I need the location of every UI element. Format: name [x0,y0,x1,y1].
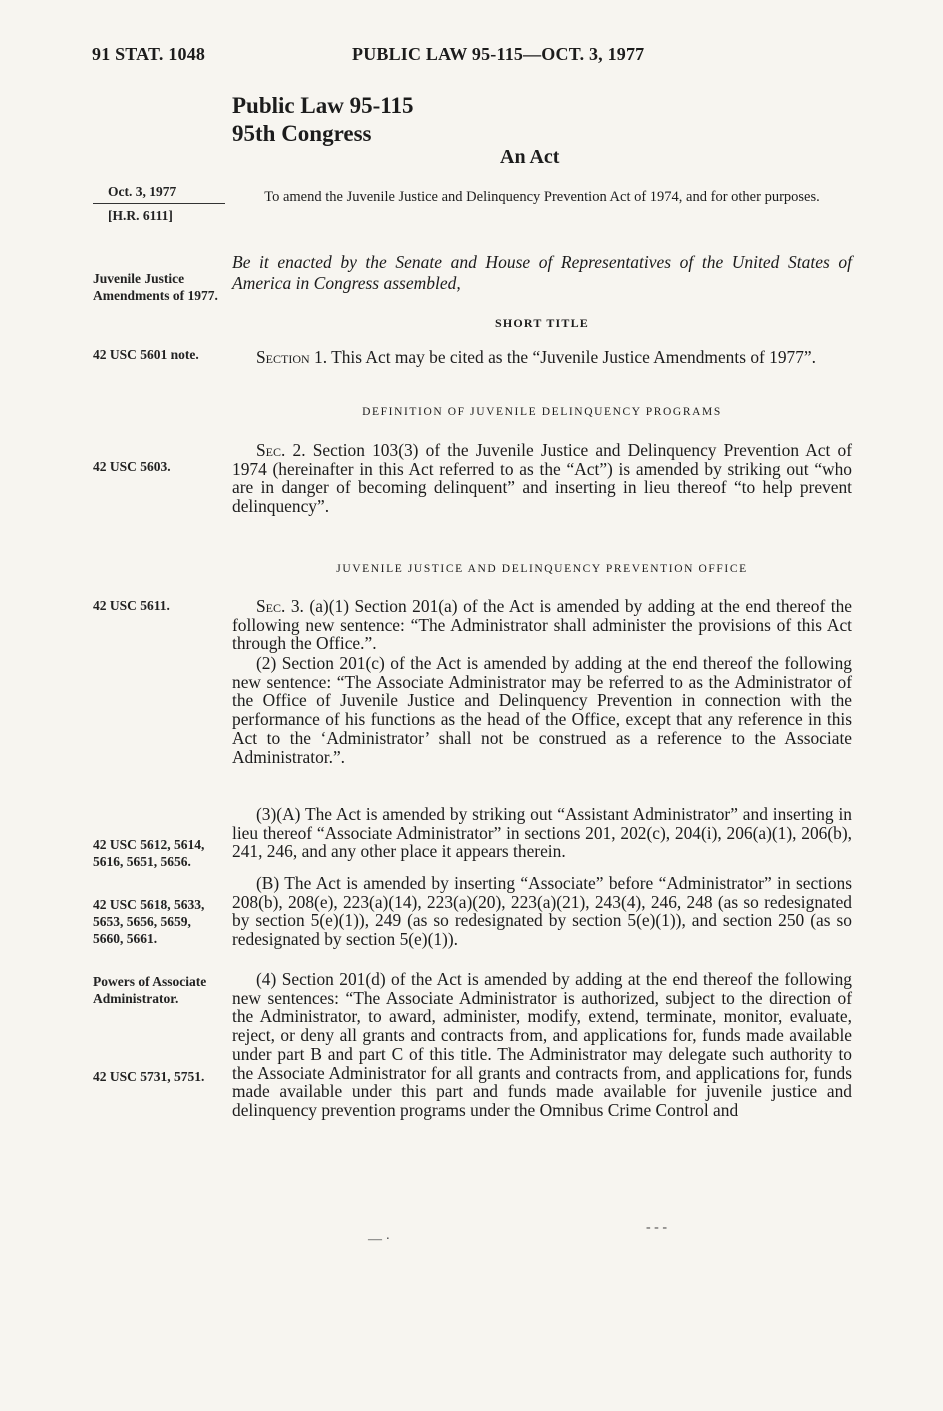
section-3-a4: (4) Section 201(d) of the Act is amended by adding at the end thereof the following new sentences: “The Associate Administrator is authorized, subject to the direction of the Administrator, to award, administer, modify, extend, terminate, monitor, evaluate, reject, or deny all grants and contracts from, and applications for, funds made available under part B and part C of this title. The Administrator may delegate such authority to the Associate Administrator for all grants and contracts from, and applications for, funds made available under this part and funds made available for juvenile justice and delinquency prevention programs under the Omnibus Crime Control and [232,969,852,1120]
section-2-label: Sec. 2. [256,440,306,460]
congress-number: 95th Congress [232,121,372,146]
section-3-a3A: (3)(A) The Act is amended by striking out “Assistant Administrator” and inserting in lieu thereof “Associate Administrator” in sections 201, 202(c), 204(i), 206(a)(1), 206(b), 241, 246, and any other place it appears therein. [232,804,852,862]
margin-note-usc-5611: 42 USC 5611. [93,598,170,613]
margin-note-usc-5612: 42 USC 5612, 5614, 5616, 5651, 5656. [93,837,205,869]
margin-note-powers: Powers of Associate Administrator. [93,974,207,1006]
margin-note-short-title: Juvenile Justice Amendments of 1977. [93,271,218,303]
margin-note-usc-5603: 42 USC 5603. [93,459,171,474]
section-1-label: Section 1. [256,347,328,367]
approval-date: Oct. 3, 1977 [108,184,177,199]
law-number: Public Law 95-115 [232,93,414,118]
enacting-clause: Be it enacted by the Senate and House of Representatives of the United States of America in Congress assembled, [232,252,852,293]
act-purpose: To amend the Juvenile Justice and Delinquency Prevention Act of 1974, and for other purposes. [264,189,820,205]
section-1-text: This Act may be cited as the “Juvenile Justice Amendments of 1977”. [331,347,816,367]
section-3-a2: (2) Section 201(c) of the Act is amended by adding at the end thereof the following new sentence: “The Associate Administrator may be referred to as the Administrator of the Office of Juvenile Justice and Delinquency Prevention in connection with the performance of his functions as the head of the Office, except that any reference in this Act to the ‘Administrator’ shall not be construed as a reference to the Associate Administrator.”. [232,653,852,767]
section-2 [232,441,852,516]
section-2-text: Section 103(3) of the Juvenile Justice and Delinquency Prevention Act of 1974 (hereinafter in this Act referred to as the “Act”) is amended by striking out “who are in danger of becoming delinquent” and inserting in lieu thereof “to help prevent delinquency”. [232,440,853,517]
section-1 [232,348,852,367]
margin-divider [93,203,225,204]
page-reference: 91 STAT. 1048 [92,44,206,64]
bill-number: [H.R. 6111] [108,208,173,223]
heading-definition: DEFINITION OF JUVENILE DELINQUENCY PROGRAMS [362,406,722,418]
heading-short-title: SHORT TITLE [494,316,590,330]
margin-note-usc-5731: 42 USC 5731, 5751. [93,1069,205,1084]
section-3-a1 [232,597,852,653]
margin-note-usc-5601: 42 USC 5601 note. [93,347,199,362]
margin-note-usc-5618: 42 USC 5618, 5633, 5653, 5656, 5659, 5660, 5661. [93,897,205,946]
section-3-label: Sec. 3. [256,596,304,616]
scan-mark: — · [368,1232,391,1247]
section-3-a3B: (B) The Act is amended by inserting “Associate” before “Administrator” in sections 208(b), 208(e), 223(a)(14), 223(a)(20), 223(a)(21), 243(4), 246, 248 (as so redesignated by section 5(e)(1)), 249 (as so redesignated by section 5(e)(1)), and section 250 (as so redesignated by section 5(e)(1)). [232,873,852,950]
act-label: An Act [500,146,560,168]
section-3-a1-text: (a)(1) Section 201(a) of the Act is amended by adding at the end thereof the following new sentence: “The Administrator shall administer the provisions of this Act through the Office.”. [232,596,852,654]
scan-mark-right: - - - [646,1220,667,1235]
heading-office: JUVENILE JUSTICE AND DELINQUENCY PREVENTION OFFICE [336,563,748,575]
running-title: PUBLIC LAW 95-115—OCT. 3, 1977 [352,44,645,64]
